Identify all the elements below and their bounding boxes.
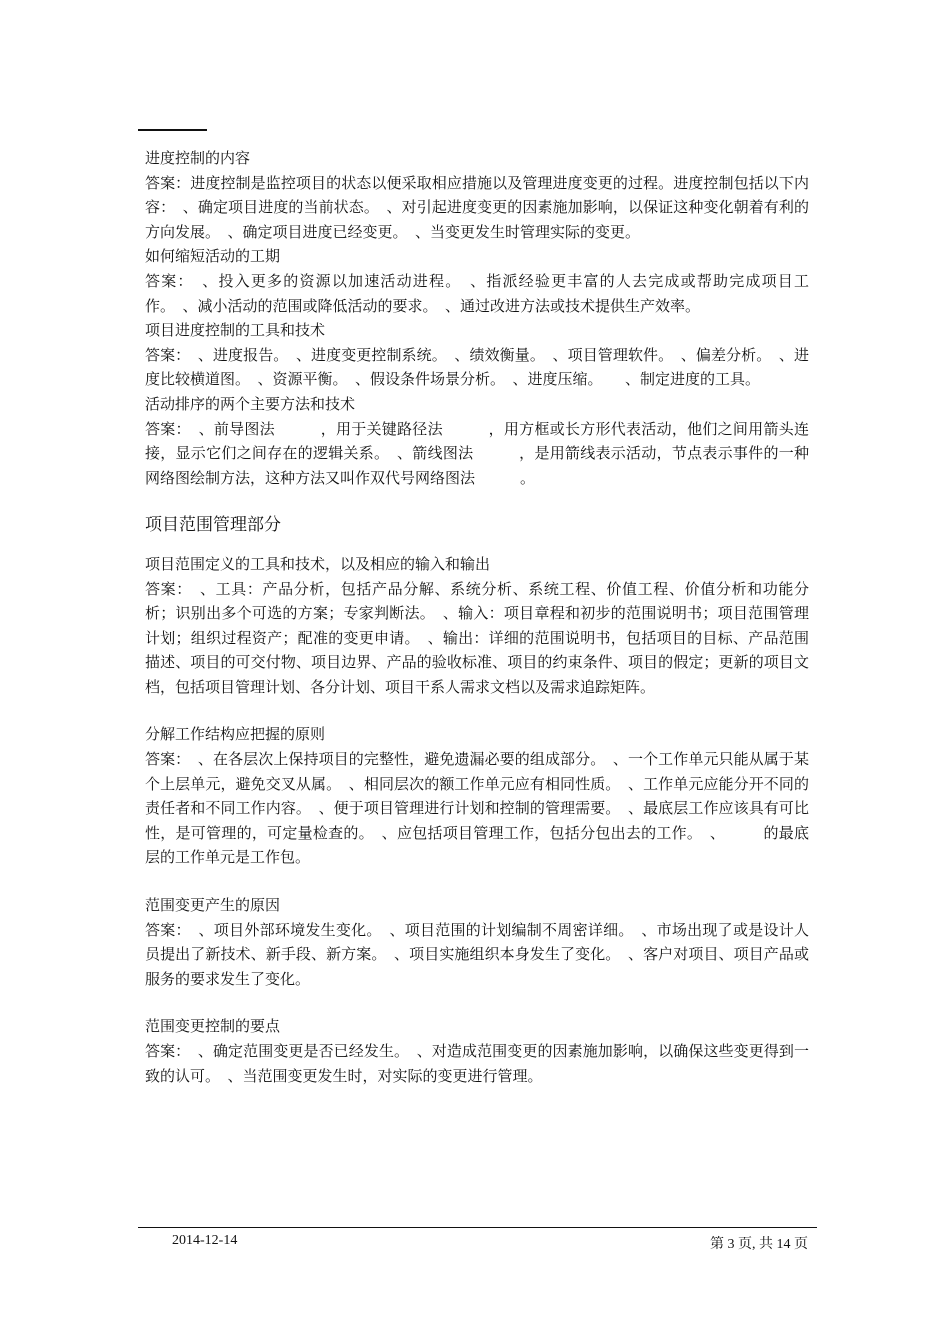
page-number: 第 3 页, 共 14 页 <box>710 1237 808 1252</box>
answer-paragraph: 答案： 、进度报告。 、进度变更控制系统。 、绩效衡量。 、项目管理软件。 、偏差分析。 、进度比较横道图。 、资源平衡。 、假设条件场景分析。 、进度压缩。 、制定进度的工具。 <box>145 345 809 389</box>
answer-paragraph: 答案： 、投入更多的资源以加速活动进程。 、指派经验更丰富的人去完成或帮助完成项目工作。 、减小活动的范围或降低活动的要求。 、通过改进方法或技术提供生产效率。 <box>145 271 809 315</box>
answer-paragraph: 答案：进度控制是监控项目的状态以便采取相应措施以及管理进度变更的过程。进度控制包括以下内容： 、确定项目进度的当前状态。 、对引起进度变更的因素施加影响，以保证这种变化朝着有利的方向发展。 、确定项目进度已经变更。 、当变更发生时管理实际的变更。 <box>145 173 809 241</box>
question-heading: 活动排序的两个主要方法和技术 <box>145 394 356 413</box>
footer-date: 2014-12-14 <box>172 1233 238 1248</box>
answer-paragraph: 答案： 、项目外部环境发生变化。 、项目范围的计划编制不周密详细。 、市场出现了或是设计人员提出了新技术、新手段、新方案。 、项目实施组织本身发生了变化。 、客户对项目、项目产品或服务的要求发生了变化。 <box>145 920 809 988</box>
answer-paragraph: 答案： 、在各层次上保持项目的完整性，避免遗漏必要的组成部分。 、一个工作单元只能从属于某个上层单元，避免交叉从属。 、相同层次的额工作单元应有相同性质。 、工作单元应能分开不同的责任者和不同工作内容。 、便于项目管理进行计划和控制的管理需要。 、最底层工作应该具有可比性，是可管理的，可定量检查的。 、应包括项目管理工作，包括分包出去的工作。 、 的最底层的工作单元是工作包。 <box>145 750 809 867</box>
answer-paragraph: 答案： 、前导图法 ，用于关键路径法 ，用方框或长方形代表活动，他们之间用箭头连接，显示它们之间存在的逻辑关系。 、箭线图法 ，是用箭线表示活动，节点表示事件的一种网络图绘制方法，这种方法又叫作双代号网络图法 。 <box>145 419 809 487</box>
question-heading: 项目范围定义的工具和技术，以及相应的输入和输出 <box>145 554 491 573</box>
section-title: 项目范围管理部分 <box>145 515 281 536</box>
question-heading: 如何缩短活动的工期 <box>145 247 281 266</box>
document-body <box>145 146 809 1088</box>
answer-paragraph: 答案： 、确定范围变更是否已经发生。 、对造成范围变更的因素施加影响，以确保这些变更得到一致的认可。 、当范围变更发生时，对实际的变更进行管理。 <box>145 1042 809 1085</box>
footer-rule <box>138 1227 817 1228</box>
paragraph-gap <box>145 991 809 1014</box>
question-heading: 项目进度控制的工具和技术 <box>145 321 326 340</box>
answer-paragraph: 答案： 、工具：产品分析，包括产品分解、系统分析、系统工程、价值工程、价值分析和功能分析；识别出多个可选的方案；专家判断法。 、输入：项目章程和初步的范围说明书；项目范围管理计划；组织过程资产；配准的变更申请。 、输出：详细的范围说明书，包括项目的目标、产品范围描述、项目的可交付物、项目边界、产品的验收标准、项目的约束条件、项目的假定；更新的项目文档，包括项目管理计划、各分计划、项目干系人需求文档以及需求追踪矩阵。 <box>145 579 809 696</box>
question-heading: 分解工作结构应把握的原则 <box>145 725 326 744</box>
question-heading: 范围变更控制的要点 <box>145 1017 281 1036</box>
question-heading: 范围变更产生的原因 <box>145 896 281 915</box>
question-heading: 进度控制的内容 <box>145 149 251 167</box>
paragraph-gap <box>145 699 809 722</box>
paragraph-gap <box>145 870 809 893</box>
header-rule <box>138 129 207 131</box>
